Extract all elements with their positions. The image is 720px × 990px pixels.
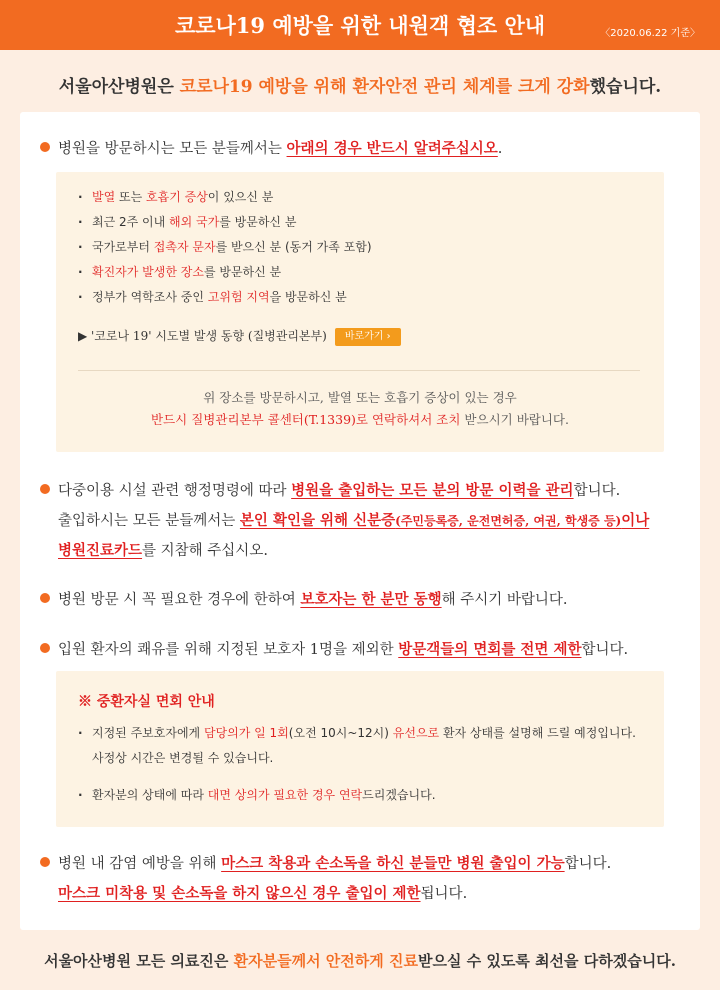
section2-emphasis2: 본인 확인을 위해 신분증 bbox=[239, 512, 396, 529]
note-line1: 위 장소를 방문하시고, 발열 또는 호흡기 증상이 있는 경우 bbox=[203, 390, 517, 405]
section3-emphasis: 보호자는 한 분만 동행 bbox=[300, 591, 442, 608]
section2-emphasis2-small: (주민등록증, 운전면허증, 여권, 학생증 등) bbox=[395, 514, 622, 528]
note-red: 반드시 질병관리본부 콜센터(T.1339)로 연락하셔서 조치 bbox=[151, 412, 461, 427]
section-5 bbox=[40, 849, 680, 909]
bullet-dot-icon bbox=[40, 643, 50, 653]
icu-item-1: · 지정된 주보호자에게 담당의가 일 1회(오전 10시~12시) 유선으로 환자 상태를 설명해 드릴 예정입니다. bbox=[76, 721, 664, 746]
section4-text2: 합니다. bbox=[581, 642, 629, 658]
section2-emphasis1: 병원을 출입하는 모든 분의 방문 이력을 관리 bbox=[291, 482, 574, 499]
icu-visit-box bbox=[56, 671, 664, 827]
headline-part1: 서울아산병원은 bbox=[58, 77, 180, 97]
footer-part1: 서울아산병원 모든 의료진은 bbox=[44, 952, 234, 970]
section2-text3: 를 지참해 주십시오. bbox=[142, 543, 268, 559]
section3-text2: 해 주시기 바랍니다. bbox=[441, 592, 568, 608]
bullet-dot-icon bbox=[40, 857, 50, 867]
section-2 bbox=[40, 476, 680, 566]
conditions-box bbox=[56, 172, 664, 452]
condition-item-4: · 확진자가 발생한 장소를 방문하신 분 bbox=[76, 260, 664, 285]
header-banner bbox=[0, 0, 720, 50]
notice-card bbox=[20, 112, 700, 930]
footer-part2: 받으실 수 있도록 최선을 다하겠습니다. bbox=[417, 952, 676, 970]
section-4 bbox=[40, 635, 680, 665]
box-divider bbox=[78, 370, 640, 371]
shortcut-button[interactable]: 바로가기 › bbox=[335, 328, 401, 346]
bullet-dot-icon bbox=[40, 142, 50, 152]
section2-line2-pre: 출입하시는 모든 분들께서는 bbox=[58, 513, 240, 529]
headline bbox=[0, 72, 720, 97]
condition-item-2: · 최근 2주 이내 해외 국가를 방문하신 분 bbox=[76, 210, 664, 235]
page-title: 코로나19 예방을 위한 내원객 협조 안내 bbox=[174, 13, 546, 38]
footer-message bbox=[0, 950, 720, 971]
section5-text1: 병원 내 감염 예방을 위해 bbox=[58, 856, 222, 872]
section2-text1: 다중이용 시설 관련 행정명령에 따라 bbox=[58, 483, 292, 499]
section1-text1: 병원을 방문하시는 모든 분들께서는 bbox=[58, 141, 287, 157]
section4-emphasis: 방문객들의 면회를 전면 제한 bbox=[398, 641, 582, 658]
condition-item-1: · 발열 또는 호흡기 증상이 있으신 분 bbox=[76, 185, 664, 210]
section4-text1: 입원 환자의 쾌유를 위해 지정된 보호자 1명을 제외한 bbox=[58, 642, 399, 658]
section5-text3: 됩니다. bbox=[420, 886, 468, 902]
icu-box-title: ※ 중환자실 면회 안내 bbox=[78, 694, 215, 710]
section2-emphasis3: 병원진료카드 bbox=[58, 542, 143, 559]
kcdc-link-row bbox=[78, 327, 401, 346]
section-1 bbox=[40, 134, 680, 164]
condition-item-3: · 국가로부터 접촉자 문자를 받으신 분 (동거 가족 포함) bbox=[76, 235, 664, 260]
conditions-list bbox=[56, 172, 664, 310]
section3-text1: 병원 방문 시 꼭 필요한 경우에 한하여 bbox=[58, 592, 301, 608]
section2-text2: 합니다. bbox=[573, 483, 621, 499]
footer-highlight: 환자분들께서 안전하게 진료 bbox=[233, 952, 418, 970]
bullet-dot-icon bbox=[40, 484, 50, 494]
box-note bbox=[56, 387, 664, 431]
section5-emphasis1: 마스크 착용과 손소독을 하신 분들만 병원 출입이 가능 bbox=[221, 855, 565, 872]
headline-highlight: 코로나19 예방을 위해 환자안전 관리 체계를 크게 강화 bbox=[179, 77, 590, 97]
icu-item-2: · 환자분의 상태에 따라 대면 상의가 필요한 경우 연락드리겠습니다. bbox=[76, 783, 664, 808]
note-rest: 받으시기 바랍니다. bbox=[460, 412, 569, 427]
headline-part2: 했습니다. bbox=[589, 77, 662, 97]
bullet-dot-icon bbox=[40, 593, 50, 603]
section2-emphasis2-end: 이나 bbox=[621, 512, 650, 529]
condition-item-5: · 정부가 역학조사 중인 고위험 지역을 방문하신 분 bbox=[76, 285, 664, 310]
section-3 bbox=[40, 585, 680, 615]
section5-emphasis2: 마스크 미착용 및 손소독을 하지 않으신 경우 출입이 제한 bbox=[58, 885, 421, 902]
section1-text2: . bbox=[497, 141, 503, 157]
date-label: 〈2020.06.22 기준〉 bbox=[600, 28, 700, 39]
icu-item-1-line2: 사정상 시간은 변경될 수 있습니다. bbox=[92, 751, 274, 765]
section5-text2: 합니다. bbox=[564, 856, 612, 872]
kcdc-link-text[interactable]: ▶ '코로나 19' 시도별 발생 동향 (질병관리본부) bbox=[78, 329, 327, 343]
section1-emphasis: 아래의 경우 반드시 알려주십시오 bbox=[286, 140, 498, 157]
